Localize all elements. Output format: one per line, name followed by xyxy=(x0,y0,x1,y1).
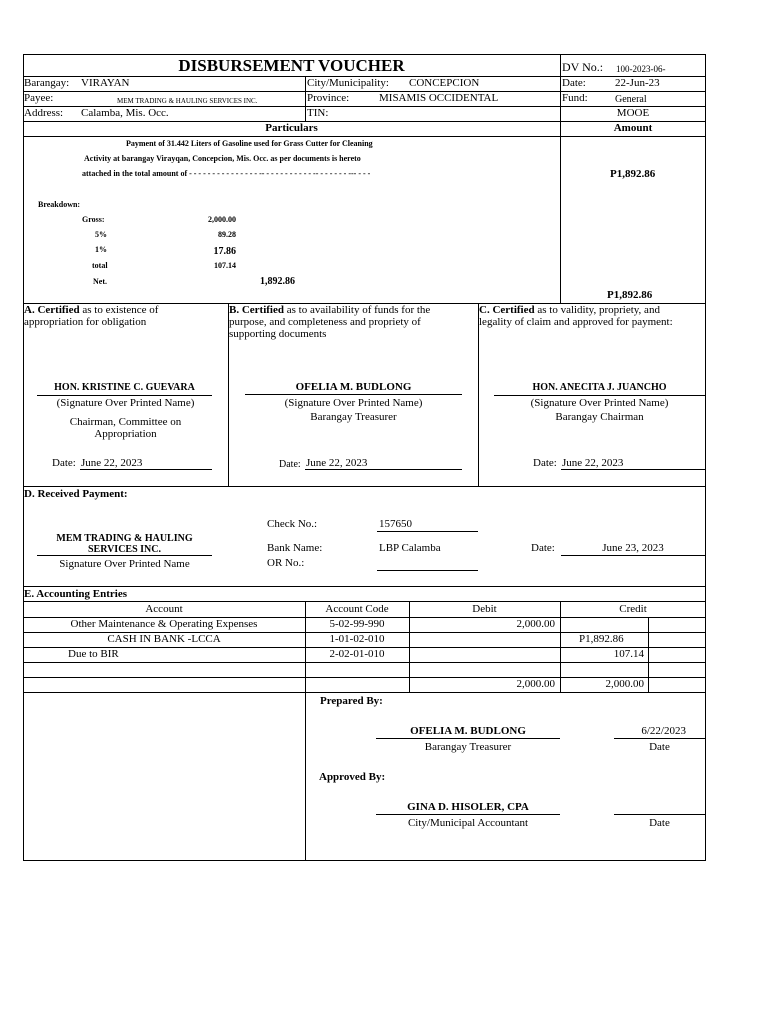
barangay-label: Barangay: xyxy=(24,77,70,89)
dv-number-value: 100-2023-06- xyxy=(616,64,666,74)
barangay-value: VIRAYAN xyxy=(81,77,130,89)
cert-c-position: Barangay Chairman xyxy=(555,411,644,423)
cert-a-caption: (Signature Over Printed Name) xyxy=(56,397,195,409)
dv-number-label: DV No.: xyxy=(562,60,604,74)
cert-b-caption: (Signature Over Printed Name) xyxy=(284,397,423,409)
received-sig-caption: Signature Over Printed Name xyxy=(59,558,190,570)
date-value: 22-Jun-23 xyxy=(615,77,660,89)
payee-value: MEM TRADING & HAULING SERVICES INC. xyxy=(117,97,258,105)
particulars-line-1: Payment of 31.442 Liters of Gasoline used for Grass Cutter for Cleaning xyxy=(126,139,373,148)
cert-c-signatory: HON. ANECITA J. JUANCHO xyxy=(532,382,667,393)
total-debit: 2,000.00 xyxy=(516,678,555,690)
amount-heading: Amount xyxy=(613,122,653,134)
gross-label: Gross: xyxy=(82,215,105,224)
cert-c-date-label: Date: xyxy=(533,457,557,469)
net-label: Net. xyxy=(93,277,107,286)
amount-bottom: P1,892.86 xyxy=(607,289,653,301)
city-label: City/Municipality: xyxy=(307,77,389,89)
cert-b-date-label: Date: xyxy=(279,459,301,470)
approved-by-position: City/Municipal Accountant xyxy=(407,817,529,829)
prepared-by-name: OFELIA M. BUDLONG xyxy=(410,725,526,737)
pct1-value: 17.86 xyxy=(213,246,236,257)
address-value: Calamba, Mis. Occ. xyxy=(81,107,169,119)
total-credit: 2,000.00 xyxy=(605,678,644,690)
total-value: 107.14 xyxy=(214,261,236,270)
amount-top: P1,892.86 xyxy=(610,168,656,180)
cert-a-text: A. Certified as to existence of appropriation for obligation xyxy=(24,304,159,328)
check-no-label: Check No.: xyxy=(267,518,318,530)
cert-b-label: B. Certified xyxy=(229,304,284,316)
gross-value: 2,000.00 xyxy=(208,215,236,224)
prepared-date: 6/22/2023 xyxy=(641,725,686,737)
approved-by-name: GINA D. HISOLER, CPA xyxy=(407,801,529,813)
entry-account: CASH IN BANK -LCCA xyxy=(107,633,221,645)
cert-a-date-label: Date: xyxy=(52,457,76,469)
payee-label: Payee: xyxy=(24,92,54,104)
cert-b-date: June 22, 2023 xyxy=(306,457,368,469)
entry-code: 2-02-01-010 xyxy=(329,648,385,660)
prepared-by-position: Barangay Treasurer xyxy=(424,741,512,753)
received-date-label: Date: xyxy=(531,542,555,554)
cert-c-date: June 22, 2023 xyxy=(562,457,624,469)
cert-b-position: Barangay Treasurer xyxy=(310,411,397,423)
or-no-label: OR No.: xyxy=(267,557,305,569)
cert-c-text: C. Certified as to validity, propriety, and legality of claim and approved for payment: xyxy=(479,304,673,328)
pct5-label: 5% xyxy=(95,230,107,239)
received-date-value: June 23, 2023 xyxy=(602,542,664,554)
approved-date-caption: Date xyxy=(649,817,670,829)
total-label: total xyxy=(92,261,108,270)
col-account-code: Account Code xyxy=(325,603,389,615)
entry-account: Other Maintenance & Operating Expenses xyxy=(70,618,258,630)
cert-b-text: B. Certified as to availability of funds for the purpose, and completeness and propriety of supporting documents xyxy=(229,304,431,340)
voucher-title: DISBURSEMENT VOUCHER xyxy=(178,56,405,75)
province-value: MISAMIS OCCIDENTAL xyxy=(379,92,499,104)
entry-debit: 2,000.00 xyxy=(516,618,555,630)
cert-b-signatory: OFELIA M. BUDLONG xyxy=(295,381,412,393)
entry-code: 5-02-99-990 xyxy=(329,618,385,630)
cert-a-position: Chairman, Committee on Appropriation xyxy=(69,416,182,440)
net-value: 1,892.86 xyxy=(260,276,295,287)
particulars-line-2: Activity at barangay Virayqan, Concepcion, Mis. Occ. as per documents is hereto xyxy=(84,154,361,163)
col-account: Account xyxy=(145,603,183,615)
received-payee: MEM TRADING & HAULING SERVICES INC. xyxy=(56,533,193,555)
accounting-heading: E. Accounting Entries xyxy=(24,588,127,600)
col-credit: Credit xyxy=(619,603,647,615)
fund-label: Fund: xyxy=(562,92,588,104)
cert-a-label: A. Certified xyxy=(24,304,80,316)
province-label: Province: xyxy=(307,92,350,104)
check-no-value: 157650 xyxy=(379,518,412,530)
mooe-label: MOOE xyxy=(616,107,650,119)
bank-name-value: LBP Calamba xyxy=(379,542,441,554)
approved-by-label: Approved By: xyxy=(319,771,386,783)
address-label: Address: xyxy=(24,107,64,119)
bank-name-label: Bank Name: xyxy=(267,542,323,554)
particulars-line-3: attached in the total amount of - - - - - - - - - - - - - - - -- - - - - - - - - - - -- - - - - - - --- - - - xyxy=(82,169,371,178)
cert-a-date: June 22, 2023 xyxy=(81,457,143,469)
cert-a-signatory: HON. KRISTINE C. GUEVARA xyxy=(54,382,195,393)
entry-code: 1-01-02-010 xyxy=(329,633,385,645)
prepared-by-label: Prepared By: xyxy=(320,695,383,707)
received-heading: D. Received Payment: xyxy=(24,488,128,500)
breakdown-label: Breakdown: xyxy=(38,200,81,209)
cert-c-label: C. Certified xyxy=(479,304,535,316)
fund-value: General xyxy=(615,94,647,105)
city-value: CONCEPCION xyxy=(409,77,480,89)
tin-label: TIN: xyxy=(307,107,329,119)
date-label: Date: xyxy=(562,77,586,89)
entry-credit: P1,892.86 xyxy=(579,633,624,645)
prepared-date-caption: Date xyxy=(649,741,670,753)
particulars-heading: Particulars xyxy=(265,122,318,134)
pct5-value: 89.28 xyxy=(218,230,236,239)
entry-account: Due to BIR xyxy=(68,648,119,660)
pct1-label: 1% xyxy=(95,245,107,254)
cert-c-caption: (Signature Over Printed Name) xyxy=(530,397,669,409)
col-debit: Debit xyxy=(472,603,497,615)
entry-credit: 107.14 xyxy=(613,648,644,660)
